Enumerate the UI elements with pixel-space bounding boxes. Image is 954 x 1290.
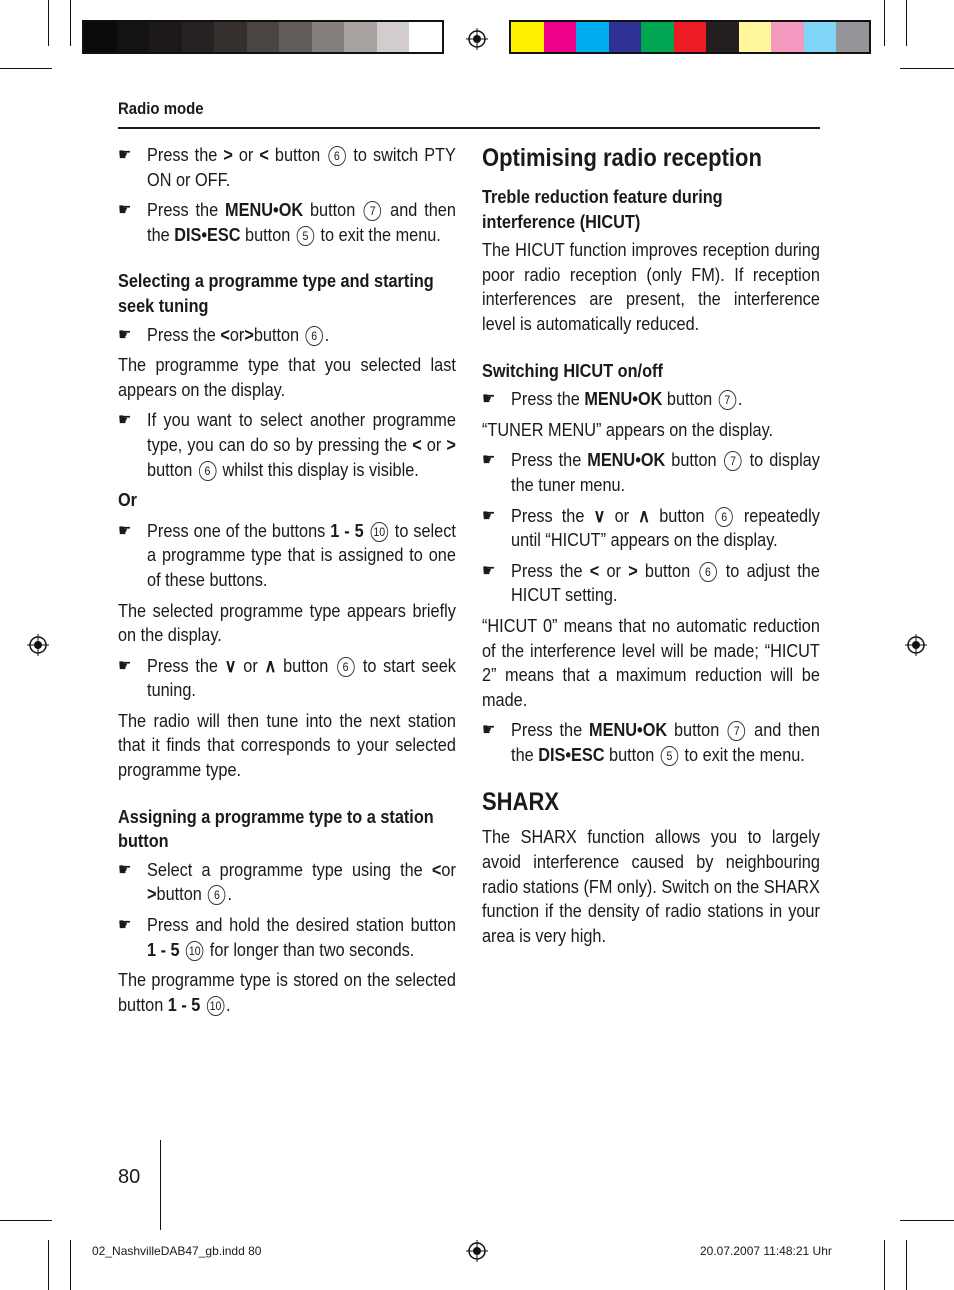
instruction-bullet: ☛ Press the MENU•OK button 7 to display the tuner menu. [482, 449, 820, 495]
instruction-bullet: ☛ Press the ∨ or ∧ button 6 repeatedly until “HICUT” appears on the display. [482, 504, 820, 551]
button-number-badge: 6 [337, 657, 355, 677]
registration-mark-icon [905, 634, 927, 656]
left-column [118, 143, 456, 1023]
instruction-bullet: ☛ Press the ∨ or ∧ button 6 to start seek tuning. [118, 654, 456, 701]
instruction-bullet: ☛ Press the < or > button 6 to adjust the HICUT setting. [482, 559, 820, 606]
button-number-badge: 6 [305, 326, 323, 346]
color-swatch [511, 22, 544, 52]
color-swatch [641, 22, 674, 52]
gray-swatch [214, 22, 247, 52]
instruction-bullet: ☛ Press the MENU•OK button 7 and then the DIS•ESC button 5 to exit the menu. [118, 199, 456, 245]
color-swatch [609, 22, 642, 52]
color-swatch [674, 22, 707, 52]
button-number-badge: 10 [186, 941, 204, 961]
button-number-badge: 6 [199, 461, 217, 481]
pointing-hand-icon: ☛ [482, 389, 496, 409]
button-number-badge: 6 [699, 562, 717, 582]
pointing-hand-icon: ☛ [118, 200, 132, 220]
gray-swatch [344, 22, 377, 52]
button-number-badge: 5 [661, 746, 679, 766]
gray-swatch [247, 22, 280, 52]
gray-swatch [84, 22, 117, 52]
color-swatch [706, 22, 739, 52]
registration-mark-icon [27, 634, 49, 656]
pointing-hand-icon: ☛ [482, 505, 496, 525]
section-title: Optimising radio reception [482, 144, 762, 172]
paragraph: “TUNER MENU” appears on the display. [482, 418, 774, 440]
gray-swatch [312, 22, 345, 52]
registration-mark-icon [466, 1240, 488, 1262]
or-label: Or [118, 489, 138, 511]
color-swatch [544, 22, 577, 52]
button-number-badge: 6 [715, 507, 733, 527]
pointing-hand-icon: ☛ [118, 859, 132, 879]
instruction-bullet: ☛ Press the > or < button 6 to switch PTY ON or OFF. [118, 144, 456, 190]
button-number-badge: 5 [297, 226, 315, 246]
grayscale-color-bar [82, 20, 444, 54]
pointing-hand-icon: ☛ [482, 720, 496, 740]
pointing-hand-icon: ☛ [118, 324, 132, 344]
subheading: Selecting a programme type and starting seek tuning [118, 270, 434, 316]
subheading: Assigning a programme type to a station button [118, 805, 434, 852]
page-number-rule [160, 1140, 161, 1230]
crop-mark [0, 1220, 52, 1221]
color-swatch [771, 22, 804, 52]
page-number: 80 [118, 1166, 141, 1188]
button-number-badge: 7 [724, 451, 742, 471]
crop-mark [70, 0, 71, 46]
gray-swatch [409, 22, 442, 52]
crop-mark [48, 1240, 49, 1290]
button-number-badge: 7 [718, 390, 736, 410]
gray-swatch [377, 22, 410, 52]
button-number-badge: 10 [207, 996, 225, 1016]
pointing-hand-icon: ☛ [118, 145, 132, 164]
gray-swatch [149, 22, 182, 52]
pointing-hand-icon: ☛ [118, 655, 132, 675]
paragraph: The programme type is stored on the selected button 1 - 5 10 . [118, 969, 456, 1015]
button-number-badge: 10 [370, 522, 388, 542]
pointing-hand-icon: ☛ [118, 410, 132, 430]
crop-mark [0, 68, 52, 69]
instruction-bullet: ☛ Select a programme type using the <or >button 6 . [118, 858, 456, 905]
paragraph: The radio will then tune into the next station that it finds that corresponds to your selected programme type. [118, 709, 456, 781]
right-column [482, 143, 820, 954]
pointing-hand-icon: ☛ [482, 450, 496, 470]
pointing-hand-icon: ☛ [118, 915, 132, 935]
paragraph: The SHARX function allows you to largely avoid interference caused by neighbouring radio stations (FM only). Switch on the SHARX function if the density of radio stations in your area is very high. [482, 826, 820, 946]
button-number-badge: 6 [328, 146, 346, 166]
crop-mark [48, 0, 49, 46]
color-swatch [804, 22, 837, 52]
paragraph: The selected programme type appears briefly on the display. [118, 599, 456, 646]
subheading: Switching HICUT on/off [482, 359, 663, 381]
gray-swatch [279, 22, 312, 52]
instruction-bullet: ☛ Press one of the buttons 1 - 5 10 to select a programme type that is assigned to one of these buttons. [118, 519, 456, 590]
instruction-bullet: ☛ Press the MENU•OK button 7 . [482, 387, 820, 412]
color-swatch [836, 22, 869, 52]
paragraph: The HICUT function improves reception during poor radio reception (only FM). If reception interferences are present, the interference level is automatically reduced. [482, 239, 820, 334]
footer-filename: 02_NashvilleDAB47_gb.indd 80 [92, 1244, 262, 1258]
crop-mark [906, 1240, 907, 1290]
crop-mark [884, 1240, 885, 1290]
button-number-badge: 7 [728, 721, 746, 741]
button-number-badge: 7 [364, 201, 382, 221]
crop-mark [906, 0, 907, 46]
pointing-hand-icon: ☛ [482, 560, 496, 580]
crop-mark [884, 0, 885, 46]
footer-timestamp: 20.07.2007 11:48:21 Uhr [700, 1244, 832, 1258]
instruction-bullet: ☛ If you want to select another programme type, you can do so by pressing the < or > button 6 whilst this display is visible. [118, 409, 456, 480]
crop-mark [900, 1220, 954, 1221]
paragraph: “HICUT 0” means that no automatic reduction of the interference level will be made; “HICUT 2” means that a maximum reduction will be made. [482, 614, 820, 710]
process-color-bar [509, 20, 871, 54]
instruction-bullet: ☛ Press the <or>button 6 . [118, 323, 456, 348]
button-number-badge: 6 [208, 885, 226, 905]
header-rule [118, 127, 820, 129]
crop-mark [900, 68, 954, 69]
subheading: Treble reduction feature during interference (HICUT) [482, 186, 723, 232]
section-title: SHARX [482, 788, 560, 817]
gray-swatch [117, 22, 150, 52]
registration-mark-icon [466, 28, 488, 50]
crop-mark [70, 1240, 71, 1290]
color-swatch [576, 22, 609, 52]
instruction-bullet: ☛ Press the MENU•OK button 7 and then the DIS•ESC button 5 to exit the menu. [482, 719, 820, 765]
instruction-bullet: ☛ Press and hold the desired station button 1 - 5 10 for longer than two seconds. [118, 914, 456, 960]
pointing-hand-icon: ☛ [118, 520, 132, 540]
section-header: Radio mode [118, 99, 204, 118]
color-swatch [739, 22, 772, 52]
gray-swatch [182, 22, 215, 52]
paragraph: The programme type that you selected last appears on the display. [118, 354, 456, 400]
